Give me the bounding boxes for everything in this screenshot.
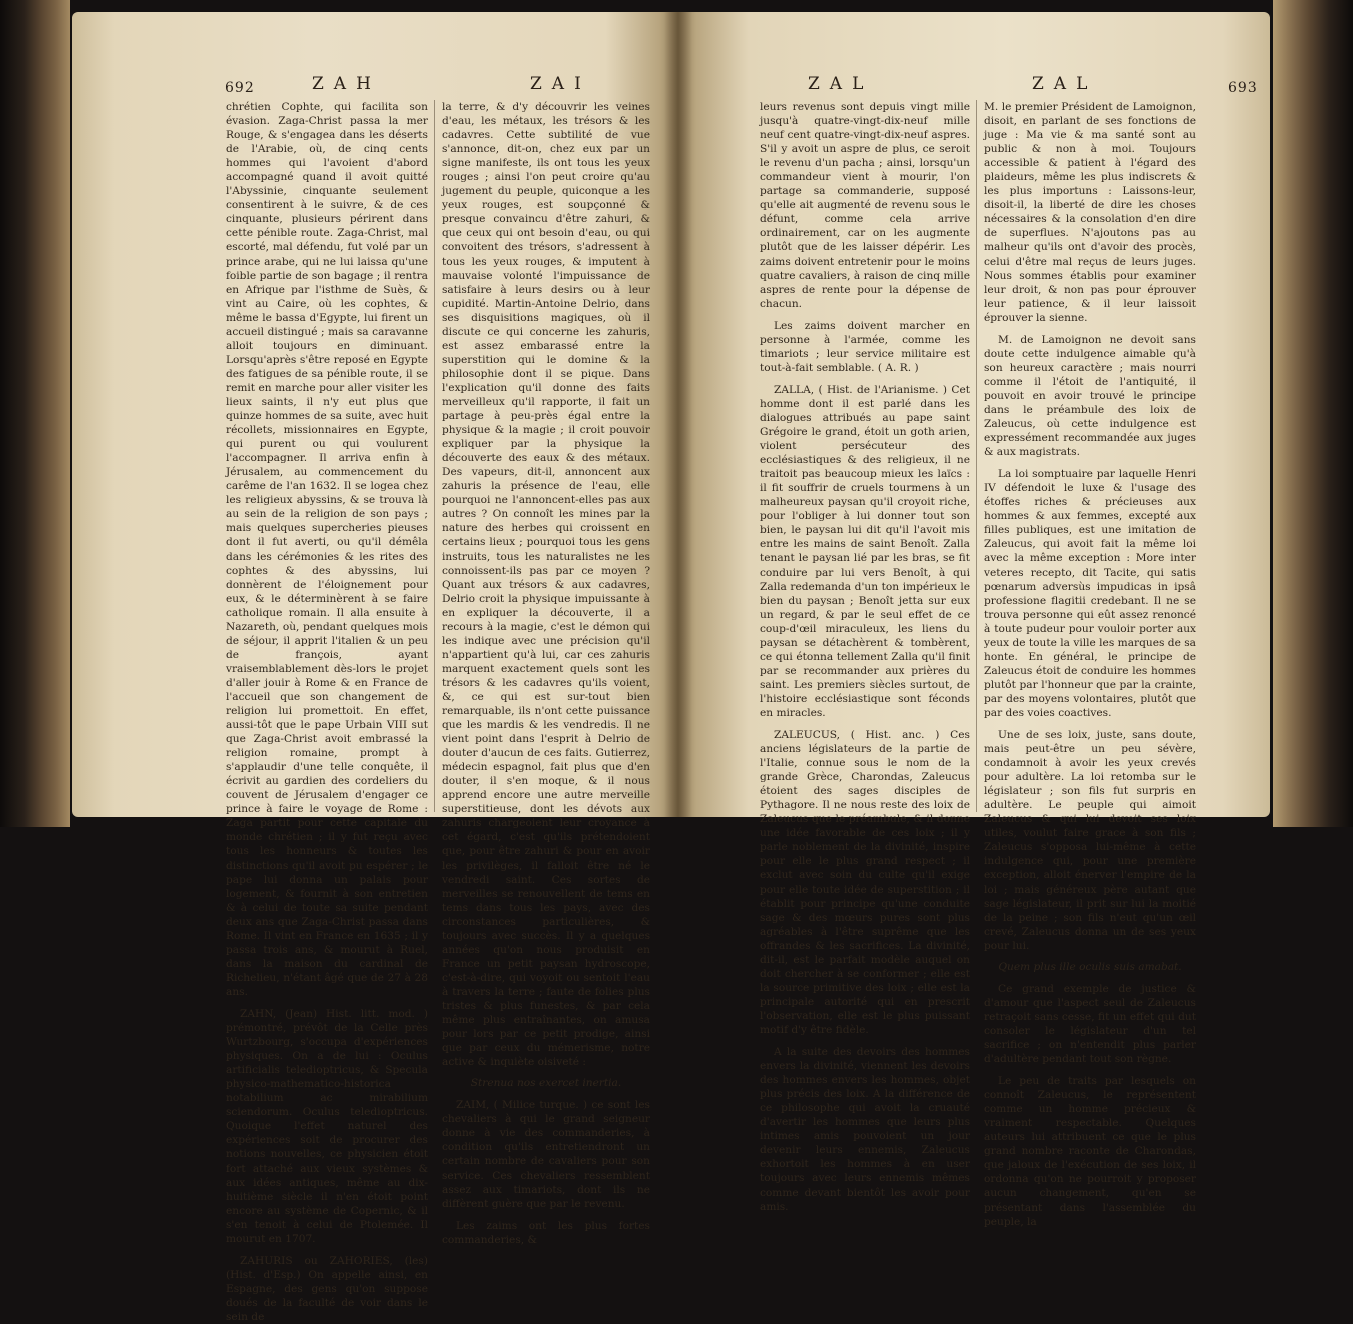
text-column-2: [442, 100, 650, 1246]
page-number-left: 692: [225, 80, 255, 96]
paragraph: A la suite des devoirs des hommes envers la divinité, viennent les devoirs des hommes envers les hommes, objet plus précis des loix. A la différence de ce philosophe qui avoit la cruauté d'avertir les hommes que leurs plus intimes amis pouvoient un jour devenir leurs ennemis, Zaleucus exhortoit les hommes à en user toujours avec leurs ennemis mêmes comme devant bientôt les avoir pour amis.: [760, 1046, 970, 1213]
paragraph: La loi somptuaire par laquelle Henri IV défendoit le luxe & l'usage des étoffes riches & précieuses aux hommes & aux femmes, excepté aux filles publiques, est une imitation de Zaleucus, qui avoit fait la même loi avec la même exception : More inter veteres recepto, dit Tacite, qui satis pœnarum adversùs impudicas in ipsâ professione flagitii credebant. Il ne se trouva personne qui eût assez renoncé à toute pudeur pour vouloir porter aux yeux de toute la ville les marques de sa honte. En général, le principe de Zaleucus étoit de conduire les hommes plutôt par l'honneur que par la crainte, par des moyens volontaires, plutôt que par des voies coactives.: [984, 468, 1196, 719]
column-rule: [976, 100, 977, 812]
paragraph: Les zaims doivent marcher en personne à l'armée, comme les timariots ; leur service militaire est tout-à-fait semblable. ( A. R. ): [760, 319, 970, 374]
paragraph: ZALLA, ( Hist. de l'Arianisme. ) Cet homme dont il est parlé dans les dialogues attribués au pape saint Grégoire le grand, étoit un goth arien, violent persécuteur des ecclésiastiques & des religieux, il ne traitoit pas beaucoup mieux les laïcs : il fit souffrir de cruels tourmens à un malheureux paysan qu'il croyoit riche, pour l'obliger à lui donner tout son bien, le paysan lui dit qu'il l'avoit mis entre les mains de saint Benoît. Zalla tenant le paysan lié par les bras, se fit conduire par lui vers Benoît, à qui Zalla redemanda d'un ton impérieux le bien du paysan ; Benoît jetta sur eux un regard, & par le seul effet de ce coup-d'œil miraculeux, les liens du paysan se détachèrent & tombèrent, ce qui étonna tellement Zalla qu'il finit par se recommander aux prières du saint. Les premiers siècles surtout, de l'histoire ecclésiastique sont féconds en miracles.: [760, 383, 970, 719]
paragraph: M. de Lamoignon ne devoit sans doute cette indulgence aimable qu'à son heureux caractère ; mais nourri comme il l'étoit de l'antiquité, il pouvoit en avoir trouvé le principe dans le préambule des loix de Zaleucus, où cette indulgence est expressément recommandée aux juges & aux magistrats.: [984, 333, 1196, 459]
paragraph: ZALEUCUS, ( Hist. anc. ) Ces anciens législateurs de la partie de l'Italie, connue sous le nom de la grande Grèce, Charondas, Zaleucus étoient des sages disciples de Pythagore. Il ne nous reste des loix de Zaleucus que le préambule, & il donne une idée favorable de ces loix ; il y parle noblement de la divinité, inspire pour elle le plus grand respect ; il exclut avec soin du culte qu'il exige pour elle toute idée de superstition ; il établit pour principe qu'une conduite sage & des mœurs pures sont plus agréables à l'être suprême que les offrandes & les sacrifices. La divinité, dit-il, est le parfait modèle auquel on doit chercher à se conformer ; elle est la source primitive des loix ; elle est la principale autorité qui en prescrit l'observation, elle est le plus puissant motif d'y être fidèle.: [760, 729, 970, 1036]
column-rule: [434, 100, 435, 812]
running-head-left: ZAH: [312, 74, 381, 94]
paragraph: Le peu de traits par lesquels on connoît Zaleucus, le représentent comme un homme précieux & vraiment respectable. Quelques auteurs lui attribuent ce que le plus grand nombre raconte de Charondas, que jaloux de l'exécution de ses loix, il ordonna qu'on ne pourroit y proposer aucun changement, qu'en se présentant dans l'assemblée du peuple, la: [984, 1075, 1196, 1228]
paragraph: ZAHN, (Jean) Hist. litt. mod. ) prémontré, prévôt de la Celle près Wurtzbourg, s'occupa d'expériences physiques. On a de lui : Oculus artificialis teledioptricus, & Specula physico-mathematico-historica notabilium ac mirabilium sciendorum. Oculus teledioptricus. Quoique l'effet naturel des expériences soit de procurer des notions nouvelles, ce physicien étoit fort attaché aux vieux systèmes & aux idées antiques, même au dix-huitième siècle il n'en étoit point encore au système de Copernic, & il s'en tenoit à celui de Ptolemée. Il mourut en 1707.: [226, 1008, 428, 1245]
paragraph: M. le premier Président de Lamoignon, disoit, en parlant de ses fonctions de juge : Ma vie & ma santé sont au public & non à moi. Toujours accessible & patient à l'égard des plaideurs, même les plus indiscrets & les plus importuns : Laissons-leur, disoit-il, la liberté de dire les choses nécessaires & la consolation d'en dire de superflues. N'ajoutons pas au malheur qu'ils ont d'avoir des procès, celui d'être mal reçus de leurs juges. Nous sommes établis pour examiner leur droit, & non pas pour éprouver leur patience, & il leur laissoit éprouver la sienne.: [984, 101, 1196, 324]
paragraph: la terre, & d'y découvrir les veines d'eau, les métaux, les trésors & les cadavres. Cette subtilité de vue s'annonce, dit-on, chez eux par un signe manifeste, ils ont tous les yeux rouges ; ainsi l'on peut croire qu'au jugement du peuple, quiconque a les yeux rouges, est soupçonné & presque convaincu d'être zahuri, & que ceux qui ont besoin d'eau, ou qui convoitent des trésors, s'adressent à tous les yeux rouges, & imputent à mauvaise volonté l'impuissance de satisfaire à leurs desirs ou à leur cupidité. Martin-Antoine Delrio, dans ses disquisitions magiques, où il discute ce qui concerne les zahuris, est assez embarassé entre la superstition qui le domine & la philosophie dont il se pique. Dans l'explication qu'il donne des faits merveilleux qu'il rapporte, il fait un partage à peu-près égal entre la physique & la magie ; il croit pouvoir expliquer par la physique la découverte des eaux & des métaux. Des vapeurs, dit-il, annoncent aux zahuris la présence de l'eau, elle pourquoi ne l'annoncent-elles pas aux autres ? On connoît les mines par la nature des herbes qui croissent en certains lieux ; pourquoi tous les gens instruits, tous les naturalistes ne les connoissent-ils pas par ce moyen ? Quant aux trésors & aux cadavres, Delrio croit la physique impuissante à en expliquer la découverte, il a recours à la magie, c'est le démon qui les indique avec une précision qu'il n'appartient qu'à lui, car ces zahuris marquent exactement quels sont les trésors & les cadavres qu'ils voient, &, ce qui est sur-tout bien remarquable, ils n'ont cette puissance que les mardis & les vendredis. Il ne vient point dans l'esprit à Delrio de douter d'aucun de ces faits. Gutierrez, médecin espagnol, fait plus que d'en douter, il s'en moque, & il nous apprend encore une autre merveille superstitieuse, dont les dévots aux zahuris chargeoient leur croyance à cet égard, c'est qu'ils prétendoient que, pour être zahuri & pour en avoir les privilèges, il falloit être né le vendredi saint. Ces sortes de merveilles se renouvellent de tems en tems dans tous les pays, avec des circonstances particulières, & toujours avec succès. Il y a quelques années qu'on nous produisit en France un petit paysan hydroscope, c'est-à-dire, qui voyoit ou sentoit l'eau à travers la terre ; faute de folies plus tristes & plus funestes, & par cela même plus entraînantes, on amusa pour lors par ce petit prodige, ainsi que par ceux du mémerisme, notre active & inquiète oisiveté :: [442, 101, 650, 1069]
paragraph: Une de ses loix, juste, sans doute, mais peut-être un peu sévère, condamnoit à avoir les yeux crevés pour adultère. La loi retomba sur le législateur ; son fils fut surpris en adultère. Le peuple qui aimoit Zaleucus & qui lui devoit ses loix utiles, voulut faire grace à son fils ; Zaleucus s'opposa lui-même à cette indulgence qui, pour une première exception, alloit énerver l'empire de la loi ; mais généreux père autant que sage législateur, il prit sur lui la moitié de la peine ; son fils n'eut qu'un œil crevé, Zaleucus donna un de ses yeux pour lui.: [984, 729, 1196, 952]
book-fore-edge-right: [1273, 0, 1353, 827]
book-fore-edge-left: [0, 0, 70, 827]
paragraph: ZAHURIS ou ZAHORIES, (les) (Hist. d'Esp.) On appelle ainsi, en Espagne, des gens qu'on suppose doués de la faculté de voir dans le sein de: [226, 1254, 428, 1323]
latin-quote: Quem plus ille oculis suis amabat.: [998, 960, 1182, 973]
paragraph: Les zaims ont les plus fortes commanderies, &: [442, 1219, 650, 1246]
text-column-3: [760, 100, 970, 1213]
paragraph: ZAIM, ( Milice turque. ) ce sont les chevaliers à qui le grand seigneur donne à vie des commanderies, à condition qu'ils entretiendront un certain nombre de cavaliers pour son service. Ces chevaliers ressemblent assez aux timariots, dont ils ne diffèrent guère que par le revenu.: [442, 1099, 650, 1210]
book-gutter: [664, 12, 692, 817]
paragraph: Ce grand exemple de justice & d'amour que l'aspect seul de Zaleucus retraçoit sans cesse, fit un effet qui dut consoler le législateur d'un tel sacrifice ; on n'entendit plus parler d'adultère pendant tout son règne.: [984, 982, 1196, 1066]
text-column-4: [984, 100, 1196, 1228]
paragraph: chrétien Cophte, qui facilita son évasion. Zaga-Christ passa la mer Rouge, & s'engagea dans les déserts de l'Arabie, où, de cinq cents hommes qui l'avoient d'abord accompagné quand il avoit quitté l'Abyssinie, cinquante seulement consentirent à le suivre, & de ces cinquante, plusieurs périrent dans cette pénible route. Zaga-Christ, mal escorté, mal défendu, fut volé par un prince arabe, qui ne lui laissa qu'une foible partie de son bagage ; il rentra en Afrique par l'isthme de Suès, & vint au Caire, où les cophtes, & même le bassa d'Egypte, lui firent un accueil distingué ; mais sa caravanne alloit toujours en diminuant. Lorsqu'après s'être reposé en Egypte des fatigues de sa pénible route, il se remit en marche pour aller visiter les lieux saints, il n'y eut plus que quinze hommes de sa suite, avec huit récollets, missionnaires en Egypte, qui purent ou qui voulurent l'accompagner. Il arriva enfin à Jérusalem, au commencement du carême de l'an 1632. Il se logea chez les religieux abyssins, & se trouva là au sein de la religion de son pays ; mais quelques supercheries pieuses dont il fut averti, ou qu'il démêla dans les cérémonies & les rites des cophtes & des abyssins, lui donnèrent de l'éloignement pour eux, & le déterminèrent à se faire catholique romain. Il alla ensuite à Nazareth, où, pendant quelques mois de séjour, il apprit l'italien & un peu de françois, ayant vraisemblablement dès-lors le projet d'aller jouir à Rome & en France de l'accueil que son changement de religion lui promettoit. En effet, aussi-tôt que le pape Urbain VIII sut que Zaga-Christ avoit embrassé la religion romaine, prompt à s'applaudir d'une telle conquête, il écrivit au gardien des cordeliers du couvent de Jérusalem d'engager ce prince à faire le voyage de Rome : Zaga partit pour cette capitale du monde chrétien ; il y fut reçu avec tous les honneurs & toutes les distinctions qu'il avoit pu espérer ; le pape lui donna un palais pour logement, & fournit à son entretien & à celui de toute sa suite pendant deux ans que Zaga-Christ passa dans Rome. Il vint en France en 1635 ; il y passa trois ans, & mourut à Ruel, dans la maison du cardinal de Richelieu, n'étant âgé que de 27 à 28 ans.: [226, 101, 428, 998]
running-head-left-second: ZAI: [530, 74, 591, 94]
text-column-1: [226, 100, 428, 1323]
page-number-right: 693: [1228, 80, 1258, 96]
paragraph: leurs revenus sont depuis vingt mille jusqu'à quatre-vingt-dix-neuf mille neuf cent quatre-vingt-dix-neuf aspres. S'il y avoit un aspre de plus, ce seroit le revenu d'un pacha ; ainsi, lorsqu'un commandeur vient à mourir, l'on partage sa commanderie, supposé qu'elle ait augmenté de revenu sous le défunt, comme cela arrive ordinairement, car on les augmente plutôt que de les laisser dépérir. Les zaims doivent entretenir pour le moins quatre cavaliers, à raison de cinq mille aspres de rente pour la dépense de chacun.: [760, 101, 970, 310]
running-head-right-second: ZAL: [1032, 74, 1098, 94]
running-head-right: ZAL: [808, 74, 874, 94]
latin-quote: Strenua nos exercet inertia.: [470, 1077, 622, 1090]
